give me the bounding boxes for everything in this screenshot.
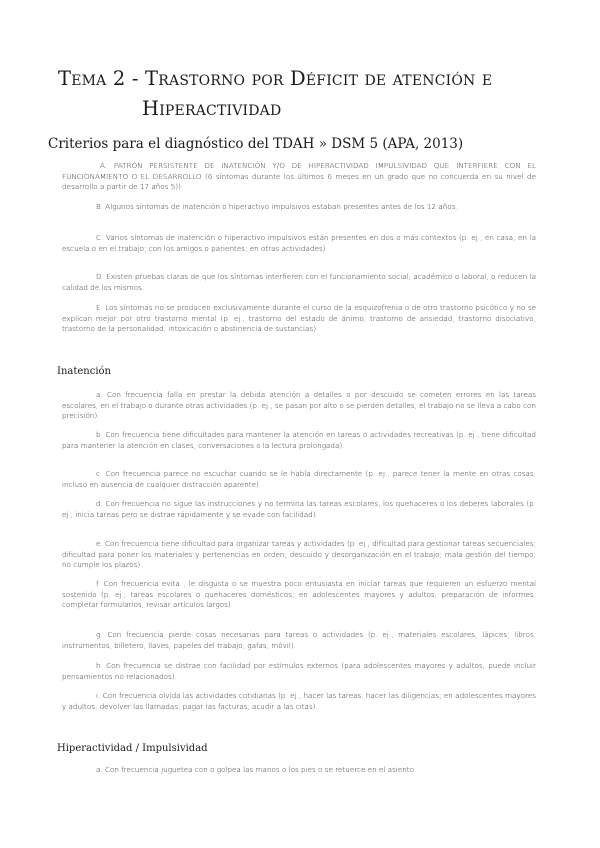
criterion-b: B. Algunos síntomas de inatención o hiperactivo impulsivos estaban presentes antes de los 12 años.	[96, 202, 458, 211]
inatencion-item-d: d. Con frecuencia no sigue las instrucciones y no termina las tareas escolares, los quehaceres o los deberes laborales (p. ej., inicia tareas pero se distrae rápidamente y se evade con facilidad).	[62, 499, 536, 519]
title-line-2: Hiperactividad	[142, 97, 282, 120]
inatencion-item-i: i. Con frecuencia olvida las actividades cotidianas (p. ej., hacer las tareas, hacer las diligencias; en adolescentes mayores y adultos, devolver las llamadas, pagar las facturas, acudir a las citas).	[62, 691, 536, 711]
criterion-c: C. Varios síntomas de inatención o hiperactivo impulsivos están presentes en dos o más contextos (p. ej., en casa, en la escuela o en el trabajo; con los amigos o parientes; en otras actividades).	[62, 233, 536, 253]
section-subtitle: Criterios para el diagnóstico del TDAH » DSM 5 (APA, 2013)	[48, 136, 464, 152]
criterion-e: E. Los síntomas no se producen exclusivamente durante el curso de la esquizofrenia o de otro trastorno psicótico y no se explican mejor por otro trastorno mental (p. ej., trastorno del estado de ánimo, trastorno de ansiedad, trastorno disociativo, trastorno de la personalidad, intoxicación o abstinencia de sustancias).	[62, 303, 536, 334]
inatencion-item-c: c. Con frecuencia parece no escuchar cuando se le habla directamente (p. ej., parece tener la mente en otras cosas, incluso en ausencia de cualquier distracción aparente).	[62, 469, 536, 489]
document-title	[58, 64, 558, 124]
inatencion-item-h: h. Con frecuencia se distrae con facilidad por estímulos externos (para adolescentes mayores y adultos, puede incluir pensamientos no relacionados).	[62, 661, 536, 681]
inatencion-item-b: b. Con frecuencia tiene dificultades para mantener la atención en tareas o actividades recreativas (p. ej., tiene dificultad para mantener la atención en clases, conversaciones o la lectura prolongada).	[62, 430, 536, 450]
inatencion-heading: Inatención	[57, 366, 111, 377]
inatencion-item-a: a. Con frecuencia falla en prestar la debida atención a detalles o por descuido se cometen errores en las tareas escolares, en el trabajo o durante otras actividades (p. ej., se pasan por alto o se pierden detalles, el trabajo no se lleva a cabo con precisión).	[62, 390, 536, 421]
hiperactividad-heading: Hiperactividad / Impulsividad	[57, 743, 208, 754]
criterion-a: A. PATRÓN PERSISTENTE DE INATENCIÓN Y/O DE HIPERACTIVIDAD IMPULSIVIDAD QUE INTERFIERE CON EL FUNCIONAMIENTO O EL DESARROLLO (6 síntomas durante los últimos 6 meses en un grado que no concuerda en su nivel de desarrollo a partir de 17 años 5))	[62, 161, 536, 192]
criterion-d: D. Existen pruebas claras de que los síntomas interfieren con el funcionamiento social, académico o laboral, o reducen la calidad de los mismos.	[62, 272, 536, 292]
title-line-1: Tema 2 - Trastorno por Déficit de atención e	[58, 67, 493, 90]
inatencion-item-f: f. Con frecuencia evita , le disgusta o se muestra poco entusiasta en iniciar tareas que requieren un esfuerzo mental sostenido (p. ej., tareas escolares o quehaceres domésticos; en adolescentes mayores y adultos, preparación de informes, completar formularios, revisar artículos largos).	[62, 579, 536, 610]
hiperactividad-item-a: a. Con frecuencia juguetea con o golpea las manos o los pies o se retuerce en el asiento	[96, 765, 414, 774]
inatencion-item-g: g. Con frecuencia pierde cosas necesarias para tareas o actividades (p. ej., materiales escolares, lápices, libros, instrumentos, billetero, llaves, papeles del trabajo, gafas, móvil).	[62, 630, 536, 650]
inatencion-item-e: e. Con frecuencia tiene dificultad para organizar tareas y actividades (p. ej., dificultad para gestionar tareas secuenciales; dificultad para poner los materiales y pertenencias en orden; descuido y desorganización en el trabajo; mala gestión del tiempo; no cumple los plazos).	[62, 539, 536, 570]
